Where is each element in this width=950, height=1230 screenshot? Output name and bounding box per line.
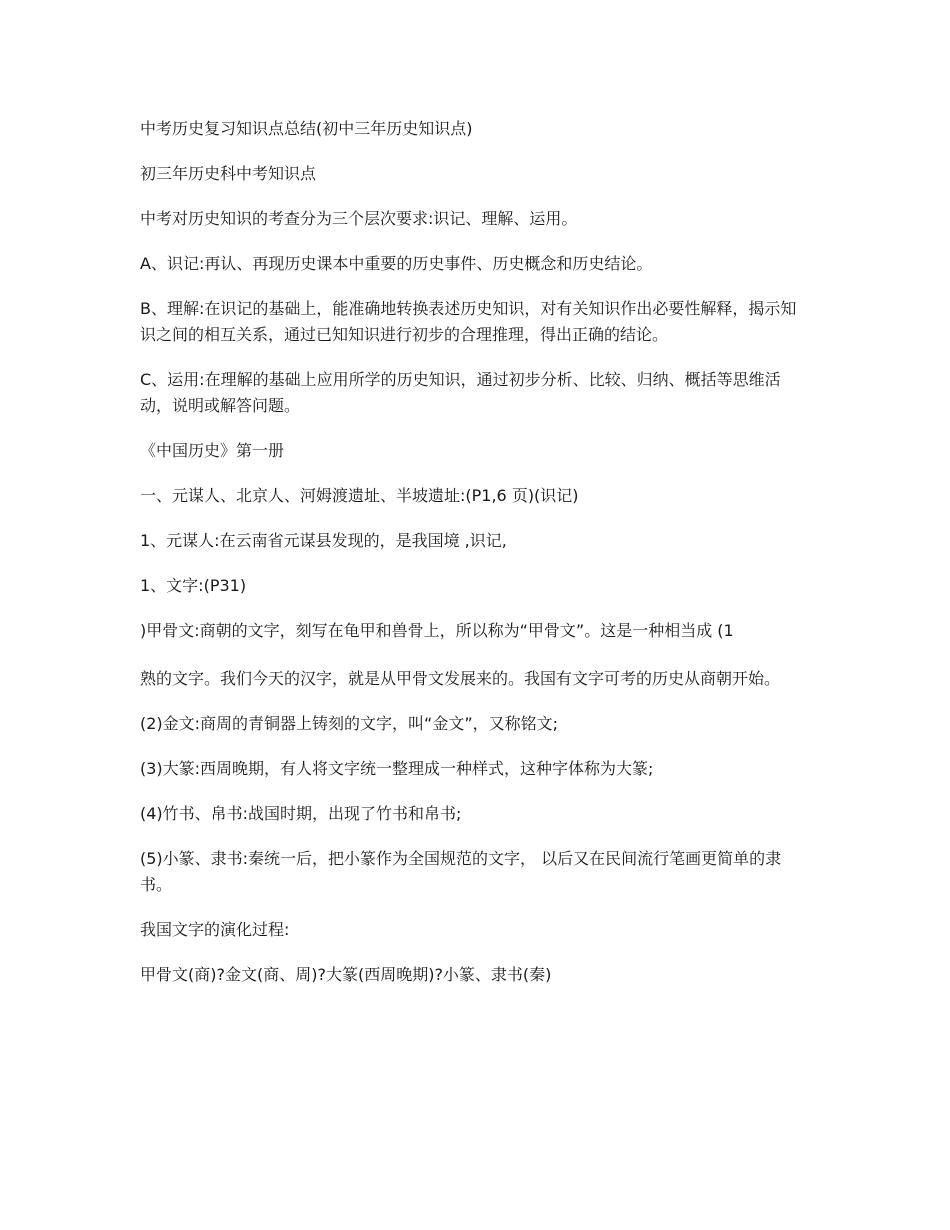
item-small-seal-clerical: (5)小篆、隶书:秦统一后，把小篆作为全国规范的文字， 以后又在民间流行笔画更简单的隶书。 bbox=[140, 849, 782, 894]
evolution-sequence: 甲骨文(商)?金文(商、周)?大篆(西周晚期)?小篆、隶书(秦) bbox=[140, 965, 552, 984]
item-heading-1: 一、元谋人、北京人、河姆渡遗址、半坡遗址:(P1,6 页)(识记) bbox=[140, 486, 579, 505]
paragraph-b-understand: B、理解:在识记的基础上，能准确地转换表述历史知识，对有关知识作出必要性解释，揭示知识之间的相互关系，通过已知知识进行初步的合理推理，得出正确的结论。 bbox=[140, 299, 797, 344]
book-heading: 《中国历史》第一册 bbox=[140, 441, 285, 460]
item-yuanmou: 1、元谋人:在云南省元谋县发现的，是我国境 ,识记, bbox=[140, 531, 507, 550]
paragraph-c-apply: C、运用:在理解的基础上应用所学的历史知识，通过初步分析、比较、归纳、概括等思维活动，说明或解答问题。 bbox=[140, 370, 781, 415]
item-bamboo-silk: (4)竹书、帛书:战国时期，出现了竹书和帛书; bbox=[140, 804, 462, 823]
paragraph-a-recall: A、识记:再认、再现历史课本中重要的历史事件、历史概念和历史结论。 bbox=[140, 254, 653, 273]
evolution-heading: 我国文字的演化过程: bbox=[140, 920, 290, 939]
item-writing-heading: 1、文字:(P31) bbox=[140, 576, 247, 595]
paragraph-intro: 中考对历史知识的考查分为三个层次要求:识记、理解、运用。 bbox=[140, 209, 578, 228]
item-oracle-bone-cont: 熟的文字。我们今天的汉字，就是从甲骨文发展来的。我国有文字可考的历史从商朝开始。 bbox=[140, 669, 781, 688]
doc-title: 中考历史复习知识点总结(初中三年历史知识点) bbox=[140, 119, 473, 138]
document-body bbox=[140, 116, 805, 1007]
item-bronze-script: (2)金文:商周的青铜器上铸刻的文字，叫“金文”，又称铭文; bbox=[140, 714, 559, 733]
item-oracle-bone: )甲骨文:商朝的文字，刻写在龟甲和兽骨上，所以称为“甲骨文”。这是一种相当成 (1 bbox=[140, 621, 734, 640]
item-large-seal: (3)大篆:西周晚期，有人将文字统一整理成一种样式，这种字体称为大篆; bbox=[140, 759, 654, 778]
section-heading: 初三年历史科中考知识点 bbox=[140, 164, 317, 183]
